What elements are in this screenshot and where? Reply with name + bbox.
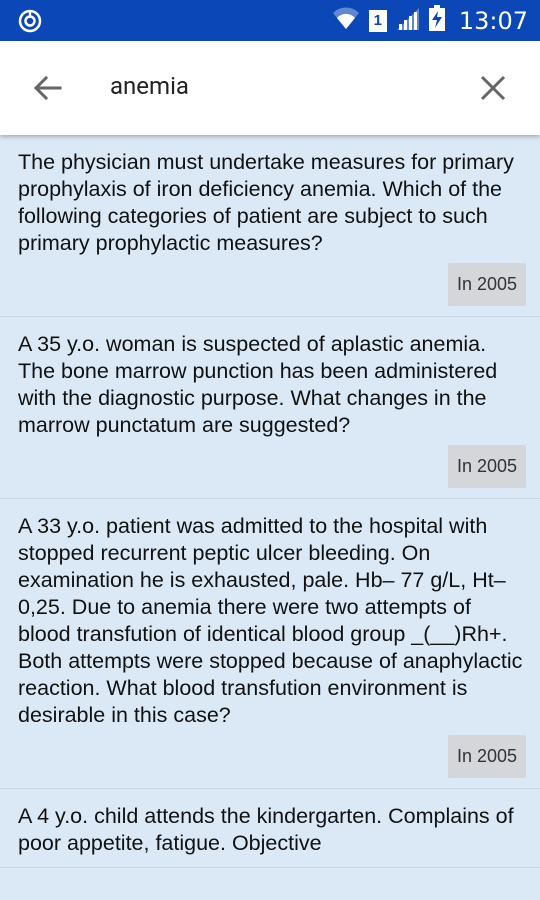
result-item[interactable] xyxy=(0,317,540,499)
year-badge: In 2005 xyxy=(448,263,526,306)
search-toolbar xyxy=(0,41,540,135)
battery-charging-icon xyxy=(429,5,445,36)
question-text: A 35 y.o. woman is suspected of aplastic anemia. The bone marrow punction has been administered with the diagnostic purpose. What changes in the marrow punctatum are suggested? xyxy=(18,332,498,437)
status-bar xyxy=(0,0,540,41)
status-time: 13:07 xyxy=(458,6,528,35)
arrow-back-icon[interactable] xyxy=(28,68,68,108)
wifi-icon xyxy=(331,5,361,36)
search-input[interactable] xyxy=(110,72,450,100)
question-text: A 4 y.o. child attends the kindergarten. Complains of poor appetite, fatigue. Objective xyxy=(18,804,514,855)
result-item[interactable] xyxy=(0,789,540,868)
year-badge: In 2005 xyxy=(448,445,526,488)
result-item[interactable] xyxy=(0,499,540,789)
sim-icon: 1 xyxy=(369,10,387,32)
close-icon[interactable] xyxy=(474,69,512,107)
signal-icon xyxy=(395,6,421,35)
year-badge: In 2005 xyxy=(448,735,526,778)
question-text: The physician must undertake measures for primary prophylaxis of iron deficiency anemia. Which of the following categories of patient are subject to such primary prophylactic measures? xyxy=(18,150,514,255)
question-text: A 33 y.o. patient was admitted to the hospital with stopped recurrent peptic ulcer bleeding. On examination he is exhausted, pale. Hb– 77 g/L, Ht– 0,25. Due to anemia there were two attempts of blood transfution of identical blood group _(__)Rh+. Both attempts were stopped because of anaphylactic reaction. What blood transfution environment is desirable in this case? xyxy=(18,514,523,727)
result-item[interactable] xyxy=(0,135,540,317)
results-list xyxy=(0,135,540,900)
app-notification-icon xyxy=(18,9,42,33)
